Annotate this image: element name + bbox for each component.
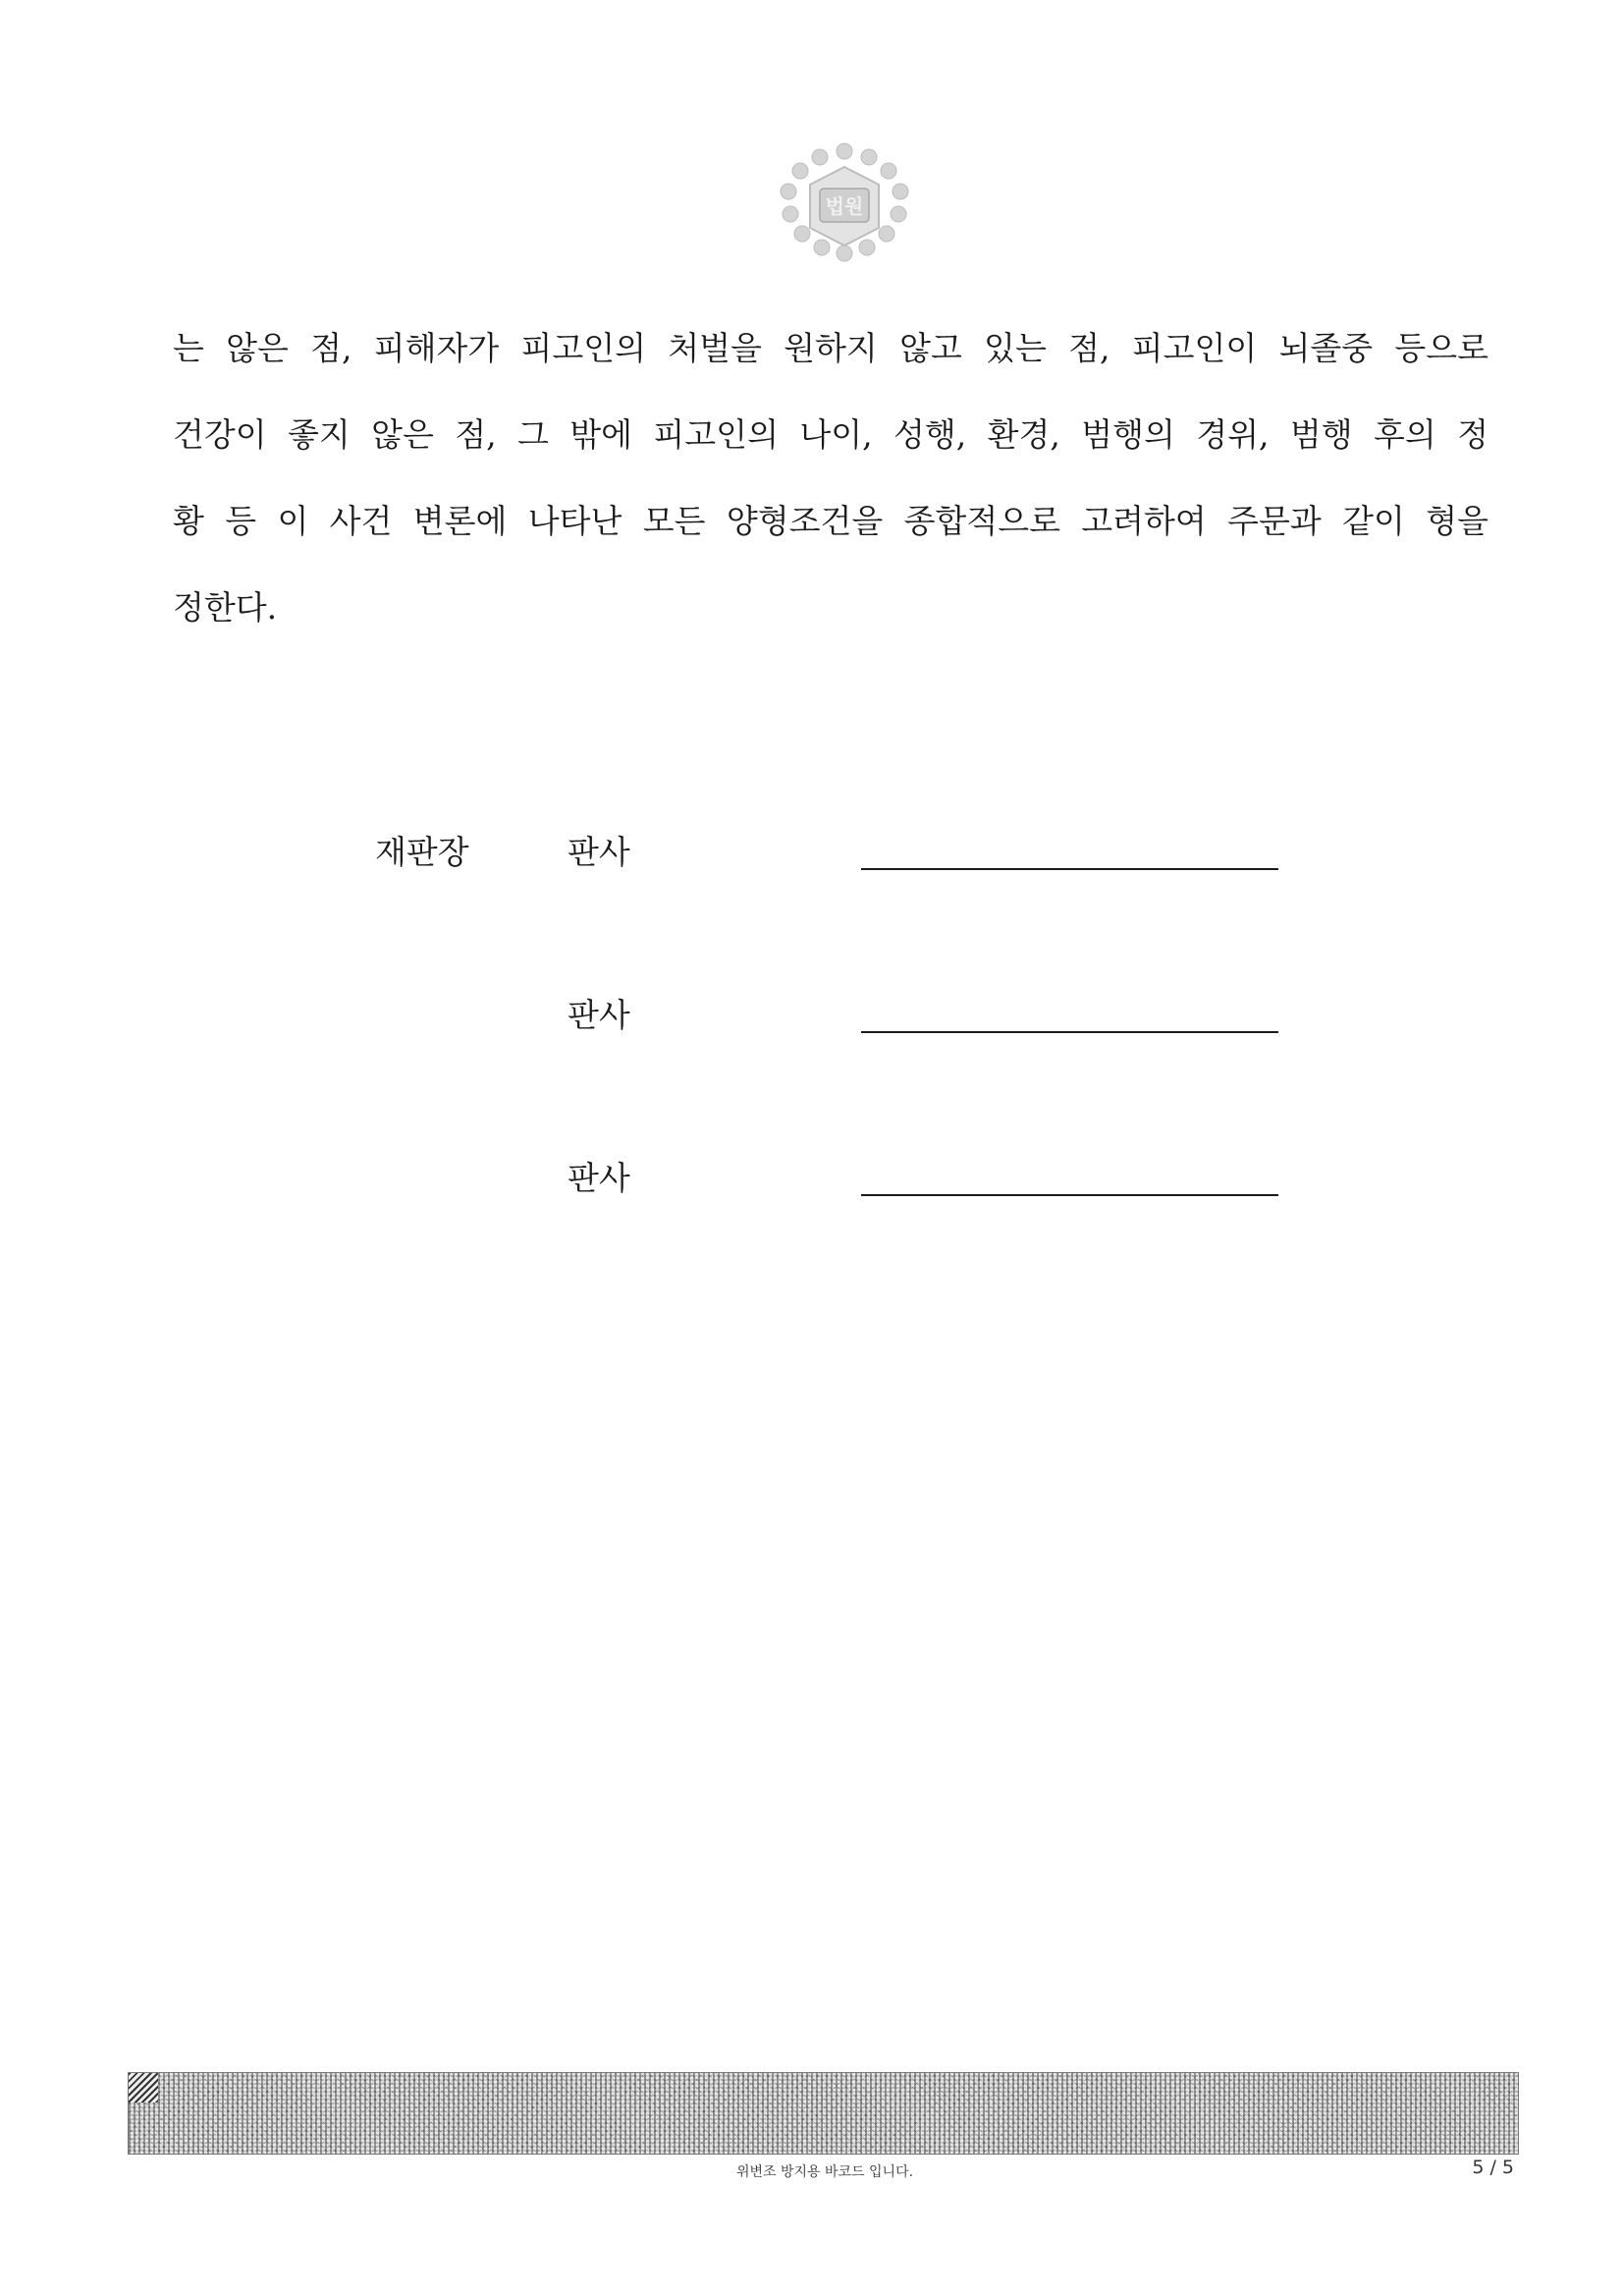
body-line-1: 는 않은 점, 피해자가 피고인의 처벌을 원하지 않고 있는 점, 피고인이 뇌졸중 등으로	[173, 329, 1488, 367]
page-number: 5 / 5	[1472, 2157, 1514, 2178]
body-line-2: 건강이 좋지 않은 점, 그 밖에 피고인의 나이, 성행, 환경, 범행의 경위, 범행 후의 정	[173, 415, 1488, 454]
judgment-body-text	[173, 329, 1488, 675]
signature-line	[861, 868, 1278, 870]
barcode-caption: 위변조 방지용 바코드 입니다.	[735, 2164, 914, 2180]
signature-row-judge-2	[0, 996, 1623, 1043]
body-line-4: 정한다.	[173, 588, 278, 627]
signature-row-presiding-judge	[0, 833, 1623, 880]
emblem-text: 법원	[825, 194, 864, 218]
judge-role-label: 판사	[568, 833, 630, 871]
signature-row-judge-3	[0, 1159, 1623, 1206]
signature-line	[861, 1194, 1278, 1196]
body-line-3: 황 등 이 사건 변론에 나타난 모든 양형조건을 종합적으로 고려하여 주문과 같이 형을	[173, 502, 1488, 540]
judge-role-label: 판사	[568, 996, 630, 1034]
court-emblem-icon	[761, 137, 928, 275]
barcode-corner-mark	[129, 2073, 158, 2103]
anti-forgery-barcode	[128, 2072, 1519, 2155]
signature-line	[861, 1031, 1278, 1033]
presiding-judge-title: 재판장	[375, 833, 469, 871]
judge-role-label: 판사	[568, 1159, 630, 1197]
